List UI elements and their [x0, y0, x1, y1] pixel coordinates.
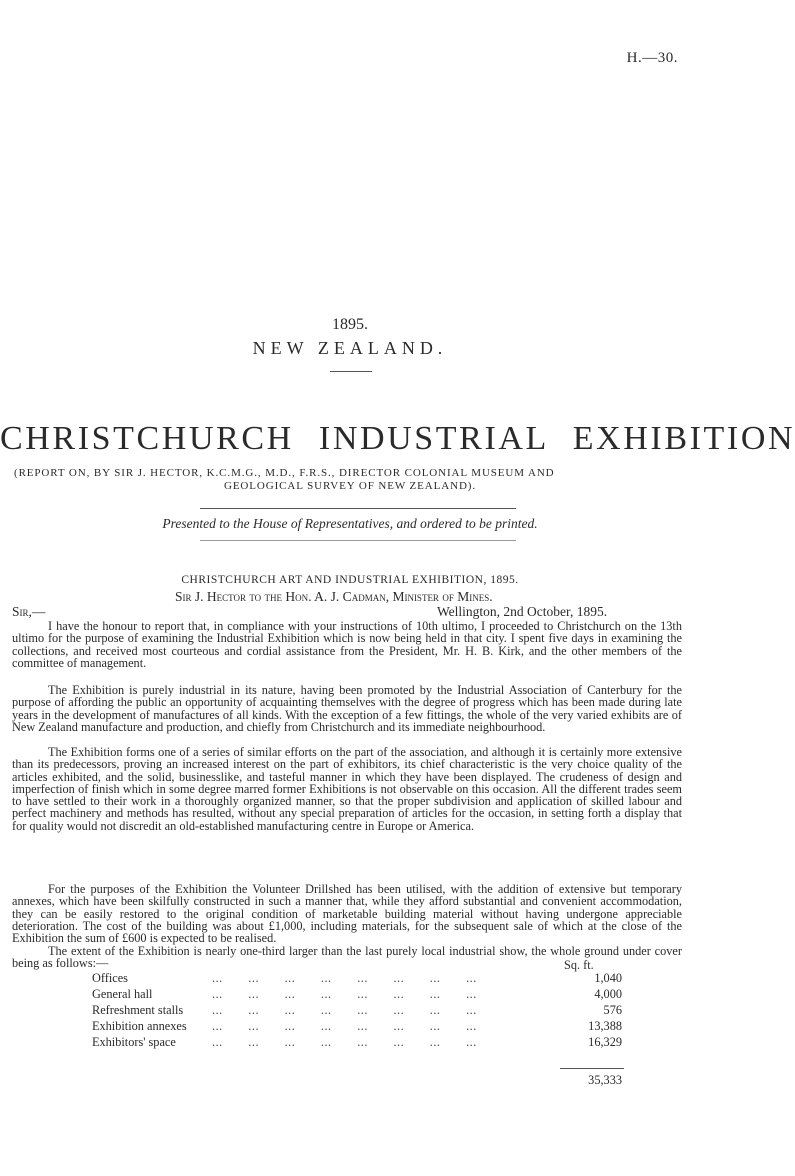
row-label: Refreshment stalls [92, 1003, 184, 1017]
document-reference: H.—30. [626, 50, 678, 66]
dot-leader: ... ... ... ... ... ... ... ... [212, 987, 477, 1001]
subtitle-line-1: (REPORT ON, BY SIR J. HECTOR, K.C.M.G., M.D., F.R.S., DIRECTOR COLONIAL MUSEUM AND [14, 467, 555, 479]
letter-date: Wellington, 2nd October, 1895. [437, 604, 608, 619]
dot-leader: ... ... ... ... ... ... ... ... [212, 1003, 477, 1017]
presentation-note: Presented to the House of Representatives, and ordered to be printed. [162, 516, 538, 531]
paragraph: I have the honour to report that, in compliance with your instructions of 10th ultimo, I proceeded to Christchurch on the 13th ultimo for the purpose of examining the Industrial Exhibition which is now being held in that city. I spent five days in examining the collections, and received most courteous and cordial assistance from the President, Mr. H. B. Kirk, and the other members of the committee of management. [12, 619, 682, 670]
row-label: Exhibitors' space [92, 1035, 176, 1049]
paragraph: The Exhibition forms one of a series of similar efforts on the part of the association, and although it is certainly more extensive than its predecessors, proving an increased interest on the part of exhibitors, its chief characteristic is the very choice quality of the articles exhibited, and the solid, businesslike, and tasteful manner in which they have been displayed. The crudeness of design and imperfection of finish which in some degree marred former Exhibitions is not observable on this occasion. All the different trades seem to have settled to their work in a thoroughly organized manner, so that the proper subdivision and application of skilled labour and perfect machinery and methods has resulted, without any special preparation of articles for the occasion, in setting forth a display that for quality would not discredit an old-established manufacturing centre in Europe or America. [12, 745, 682, 833]
table-row [92, 1003, 622, 1017]
row-value: 16,329 [588, 1035, 622, 1049]
table-row [92, 1035, 622, 1049]
letter-addressing: Sir J. Hector to the Hon. A. J. Cadman, Minister of Mines. [175, 589, 493, 604]
table-row [92, 987, 622, 1001]
row-label: Offices [92, 971, 128, 985]
row-value: 4,000 [594, 987, 622, 1001]
table-total: 35,333 [588, 1073, 622, 1087]
table-row [92, 1019, 622, 1033]
row-value: 13,388 [588, 1019, 622, 1033]
row-label: General hall [92, 987, 153, 1001]
letter-heading: CHRISTCHURCH ART AND INDUSTRIAL EXHIBITION, 1895. [181, 574, 519, 586]
table-row [92, 971, 622, 985]
row-label: Exhibition annexes [92, 1019, 187, 1033]
divider-rule [330, 371, 372, 372]
dot-leader: ... ... ... ... ... ... ... ... [212, 971, 477, 985]
divider-rule [200, 540, 516, 541]
table-unit-header: Sq. ft. [564, 958, 594, 972]
salutation: Sir,— [12, 604, 46, 619]
paragraph: The Exhibition is purely industrial in its nature, having been promoted by the Industrial Association of Canterbury for the purpose of affording the public an opportunity of acquainting themselves with the degree of progress which has been made during late years in the development of manufactures of all kinds. With the exception of a few fittings, the whole of the very varied exhibits are of New Zealand manufacture and production, and chiefly from Christchurch and its immediate neighbourhood. [12, 683, 682, 734]
row-value: 576 [603, 1003, 622, 1017]
row-value: 1,040 [594, 971, 622, 985]
dot-leader: ... ... ... ... ... ... ... ... [212, 1019, 477, 1033]
divider-rule [200, 508, 516, 509]
year-heading: 1895. [332, 316, 368, 333]
paragraph: The extent of the Exhibition is nearly one-third larger than the last purely local industrial show, the whole ground under cover being as follows:— [12, 944, 682, 971]
subtitle-line-2: GEOLOGICAL SURVEY OF NEW ZEALAND). [223, 480, 477, 492]
main-title: CHRISTCHURCH INDUSTRIAL EXHIBITION [0, 420, 795, 457]
total-rule [560, 1068, 624, 1069]
country-heading: NEW ZEALAND. [252, 338, 448, 358]
dot-leader: ... ... ... ... ... ... ... ... [212, 1035, 477, 1049]
paragraph: For the purposes of the Exhibition the Volunteer Drillshed has been utilised, with the addition of extensive but temporary annexes, which have been skilfully constructed in such a manner that, while they afford substantial and convenient accommodation, they can be easily restored to the original condition of marketable building material without having undergone appreciable deterioration. The cost of the building was about £1,000, including materials, for the subsequent sale of which at the close of the Exhibition the sum of £600 is expected to be realised. [12, 882, 682, 946]
